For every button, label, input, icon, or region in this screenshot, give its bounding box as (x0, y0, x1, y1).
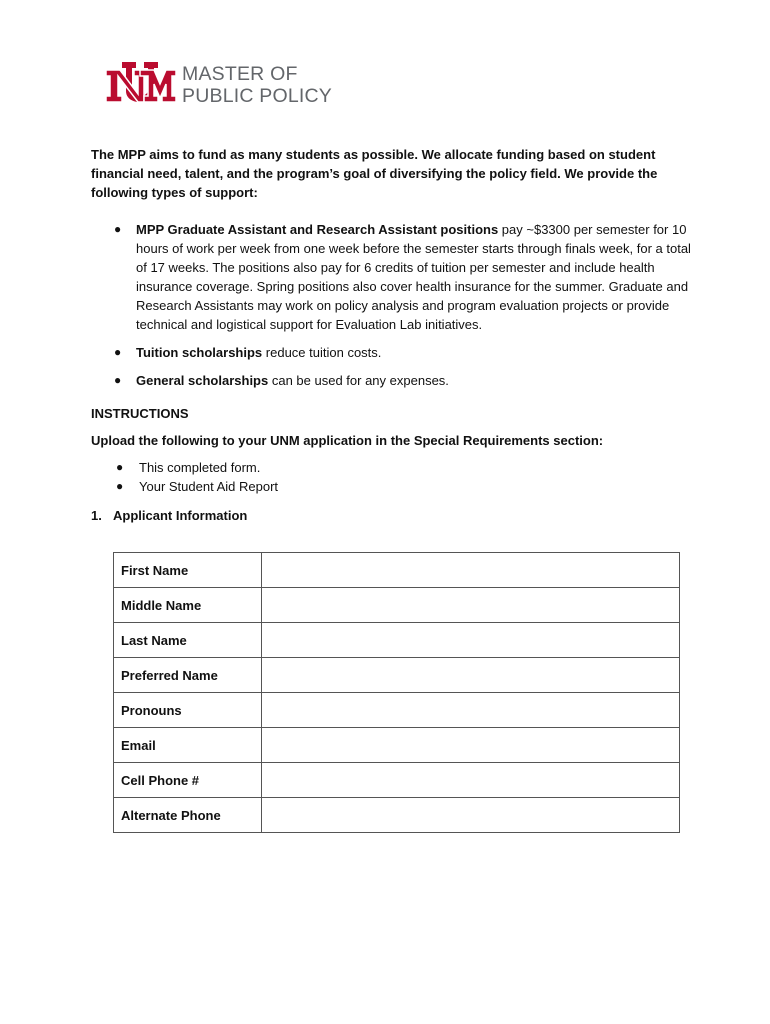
field-label: Last Name (114, 623, 262, 658)
support-item-title: General scholarships (136, 373, 269, 388)
field-label: Email (114, 728, 262, 763)
form-row-alternate-phone (114, 798, 680, 833)
bullet-icon: ● (116, 460, 124, 474)
upload-list (91, 458, 691, 496)
first-name-field[interactable] (262, 553, 680, 588)
support-item-text: can be used for any expenses. (268, 373, 449, 388)
field-label: First Name (114, 553, 262, 588)
field-label: Middle Name (114, 588, 262, 623)
alternate-phone-field[interactable] (262, 798, 680, 833)
field-label: Pronouns (114, 693, 262, 728)
support-item-general (91, 371, 691, 390)
form-row-email (114, 728, 680, 763)
unm-logo-icon (104, 60, 176, 110)
bullet-icon: ● (114, 373, 122, 387)
bullet-icon: ● (114, 345, 122, 359)
section-applicant-information (91, 506, 691, 525)
upload-item (91, 458, 691, 477)
support-item-text: reduce tuition costs. (262, 345, 382, 360)
cell-phone-field[interactable] (262, 763, 680, 798)
instructions-heading: INSTRUCTIONS (91, 406, 189, 421)
upload-item-text: This completed form. (139, 460, 261, 475)
field-label: Cell Phone # (114, 763, 262, 798)
applicant-information-table (113, 552, 680, 833)
upload-instructions: Upload the following to your UNM application in the Special Requirements section: (91, 433, 604, 448)
bullet-icon: ● (114, 222, 122, 236)
section-number: 1. (91, 508, 102, 523)
pronouns-field[interactable] (262, 693, 680, 728)
support-item-title: Tuition scholarships (136, 345, 263, 360)
upload-item (91, 477, 691, 496)
form-row-pronouns (114, 693, 680, 728)
document-body (91, 145, 691, 525)
logo-line-1: MASTER OF (182, 63, 298, 85)
preferred-name-field[interactable] (262, 658, 680, 693)
field-label: Alternate Phone (114, 798, 262, 833)
unm-mpp-logo (104, 60, 332, 110)
logo-line-2: PUBLIC POLICY (182, 85, 332, 107)
support-item-text: pay ~$3300 per semester for 10 hours of work per week from one week before the semester starts through finals week, for a total of 17 weeks. The positions also pay for 6 credits of tuition per semester and include health insurance coverage. Spring positions also cover health insurance for the summer. Graduate and Research Assistants may work on policy analysis and program evaluation projects or provide technical and logistical support for Evaluation Lab initiatives. (136, 222, 691, 332)
form-row-preferred-name (114, 658, 680, 693)
form-row-middle-name (114, 588, 680, 623)
section-title: Applicant Information (113, 508, 248, 523)
support-item-title: MPP Graduate Assistant and Research Assistant positions (136, 222, 499, 237)
field-label: Preferred Name (114, 658, 262, 693)
middle-name-field[interactable] (262, 588, 680, 623)
email-field[interactable] (262, 728, 680, 763)
upload-item-text: Your Student Aid Report (139, 479, 279, 494)
last-name-field[interactable] (262, 623, 680, 658)
intro-paragraph: The MPP aims to fund as many students as possible. We allocate funding based on student financial need, talent, and the program’s goal of diversifying the policy field. We provide the following types of support: (91, 147, 658, 200)
form-row-cell-phone (114, 763, 680, 798)
form-row-last-name (114, 623, 680, 658)
support-item-tuition (91, 343, 691, 362)
support-item-assistantships (91, 220, 691, 334)
support-list (91, 220, 691, 390)
bullet-icon: ● (116, 479, 124, 493)
logo-wordmark (182, 63, 332, 107)
form-row-first-name (114, 553, 680, 588)
